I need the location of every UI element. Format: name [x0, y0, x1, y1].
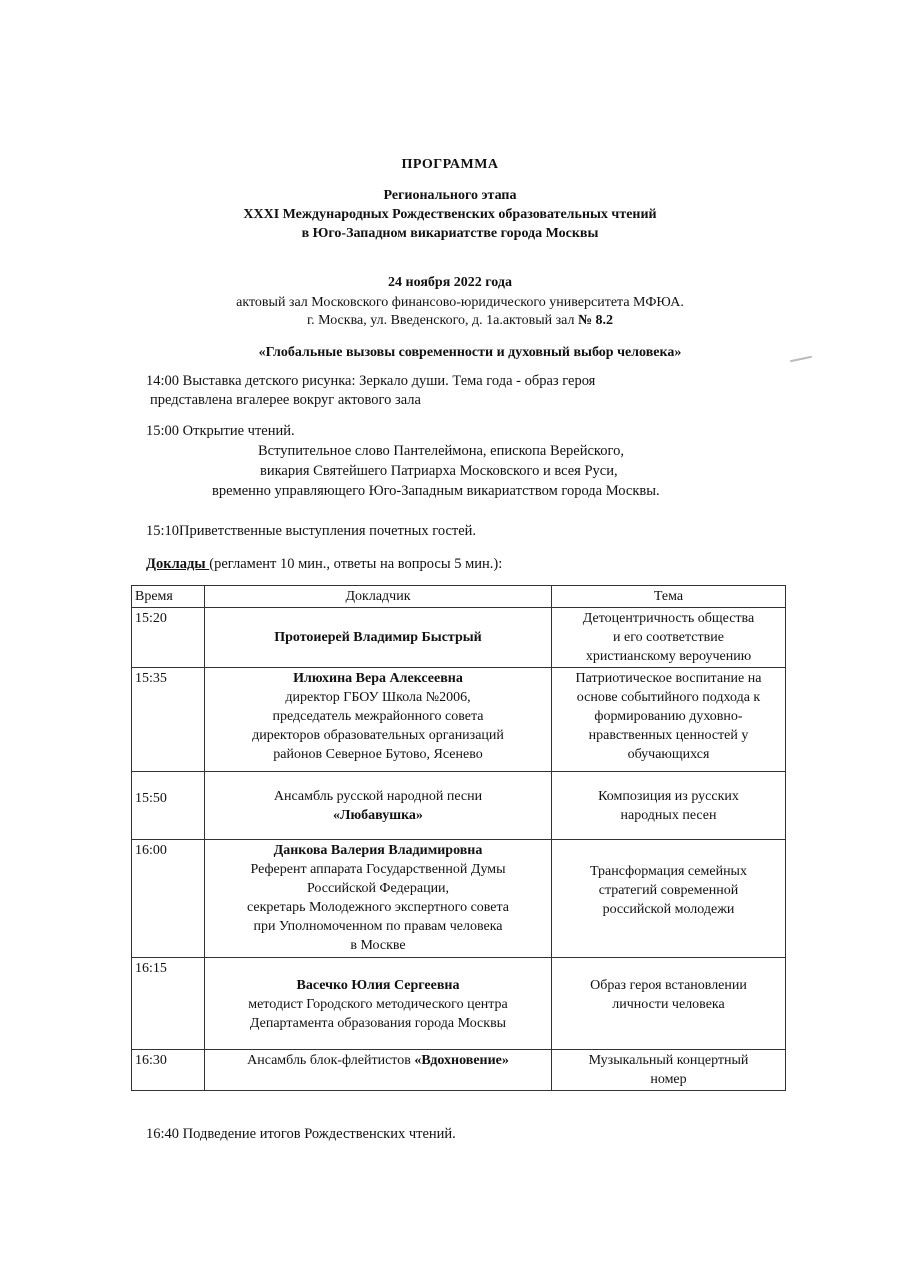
topic-line: формированию духовно- [594, 709, 743, 724]
stage-heading: Регионального этапа [383, 188, 517, 203]
speaker-name: Илюхина Вера Алексеевна [293, 671, 463, 686]
speaker-detail: при Уполномоченном по правам человека [253, 919, 503, 934]
region-heading: в Юго-Западном викариатстве города Москвы [301, 226, 599, 241]
opening-line-3: временно управляющего Юго-Западным викариатством города Москвы. [212, 483, 660, 499]
speaker-name: Протоиерей Владимир Быстрый [205, 608, 552, 668]
speaker-detail: Референт аппарата Государственной Думы [250, 862, 506, 877]
speaker-prefix: Ансамбль блок-флейтистов [247, 1053, 415, 1068]
row-time: 15:50 [132, 772, 205, 840]
schedule-item-greetings: 15:10Приветственные выступления почетных гостей. [146, 523, 477, 539]
table-row [132, 608, 786, 668]
topic-line: Музыкальный концертный [588, 1053, 749, 1068]
row-time: 16:30 [132, 1050, 205, 1091]
venue-line-2 [10, 313, 900, 329]
table-row [132, 772, 786, 840]
schedule-closing: 16:40 Подведение итогов Рождественских чтений. [146, 1126, 456, 1142]
speaker-detail: секретарь Молодежного экспертного совета [246, 900, 510, 915]
row-speaker [205, 958, 552, 1050]
topic-line: Патриотическое воспитание на [575, 671, 762, 686]
reports-note: (регламент 10 мин., ответы на вопросы 5 мин.): [209, 556, 503, 572]
table-row [132, 958, 786, 1050]
topic-line: обучающихся [627, 747, 710, 762]
document-title: ПРОГРАММА [401, 157, 499, 172]
topic-line: Трансформация семейных [590, 864, 747, 879]
topic-line: народных песен [620, 807, 717, 823]
speaker-detail: председатель межрайонного совета [272, 709, 484, 724]
topic-line: российской молодежи [602, 902, 735, 917]
row-topic [552, 840, 786, 958]
speaker-name: Васечко Юлия Сергеевна [296, 978, 460, 993]
speaker-detail: Российской Федерации, [306, 881, 450, 896]
speaker-detail: в Москве [350, 938, 406, 953]
header-topic: Тема [552, 586, 786, 608]
topic-line: Образ героя встановлении [590, 978, 747, 993]
speaker-detail: методист Городского методического центра [248, 997, 508, 1012]
topic-line: номер [650, 1072, 687, 1087]
topic-line: и его соответствие [613, 630, 724, 645]
row-time: 16:00 [132, 840, 205, 958]
row-topic [552, 958, 786, 1050]
reports-label: Доклады [146, 556, 210, 572]
topic-line: Детоцентричность общества [582, 611, 755, 626]
topic-line: нравственных ценностей у [588, 728, 749, 743]
topic-line: основе событийного подхода к [576, 690, 761, 705]
speaker-detail: районов Северное Бутово, Ясенево [273, 747, 483, 762]
row-speaker [205, 1050, 552, 1091]
row-time: 15:35 [132, 668, 205, 772]
row-topic [552, 1050, 786, 1091]
speaker-name: Ансамбль русской народной песни [273, 788, 483, 804]
speaker-name: Данкова Валерия Владимировна [273, 843, 483, 858]
header-speaker: Докладчик [205, 586, 552, 608]
header-time: Время [132, 586, 205, 608]
table-header-row [132, 586, 786, 608]
schedule-item-exhibition: 14:00 Выставка детского рисунка: Зеркало души. Тема года - образ героя [146, 373, 596, 389]
schedule-item-opening: 15:00 Открытие чтений. [146, 423, 295, 439]
event-date: 24 ноября 2022 года [388, 275, 512, 290]
row-topic [552, 668, 786, 772]
schedule-item-exhibition-cont: представлена вгалерее вокруг актового зала [150, 392, 421, 408]
venue-address: г. Москва, ул. Введенского, д. 1а.актовый зал [306, 313, 575, 328]
venue-hall: № 8.2 [577, 313, 614, 328]
speaker-detail: директор ГБОУ Школа №2006, [285, 690, 471, 705]
speaker-detail: Департамента образования города Москвы [249, 1016, 507, 1031]
topic-line: христианскому вероучению [585, 649, 752, 664]
speaker-name: «Любавушка» [333, 807, 423, 823]
reports-heading [146, 556, 502, 573]
theme-heading: «Глобальные вызовы современности и духовный выбор человека» [258, 345, 682, 360]
row-speaker [205, 668, 552, 772]
row-time: 15:20 [132, 608, 205, 668]
topic-line: Композиция из русских [598, 788, 739, 804]
event-heading: XXXI Международных Рождественских образовательных чтений [243, 207, 657, 222]
opening-line-1: Вступительное слово Пантелеймона, епископа Верейского, [258, 443, 624, 459]
table-row [132, 1050, 786, 1091]
topic-line: личности человека [612, 997, 725, 1012]
table-row [132, 840, 786, 958]
program-table [131, 585, 786, 1091]
speaker-name: «Вдохновение» [414, 1053, 509, 1068]
table-row [132, 668, 786, 772]
speaker-detail: директоров образовательных организаций [252, 728, 504, 743]
opening-line-2: викария Святейшего Патриарха Московского и всея Руси, [260, 463, 618, 479]
row-time: 16:15 [132, 958, 205, 1050]
venue-line-1: актовый зал Московского финансово-юридического университета МФЮА. [236, 295, 684, 310]
row-speaker [205, 840, 552, 958]
row-topic [552, 772, 786, 840]
topic-line: стратегий современной [598, 883, 739, 898]
row-topic [552, 608, 786, 668]
row-speaker [205, 772, 552, 840]
